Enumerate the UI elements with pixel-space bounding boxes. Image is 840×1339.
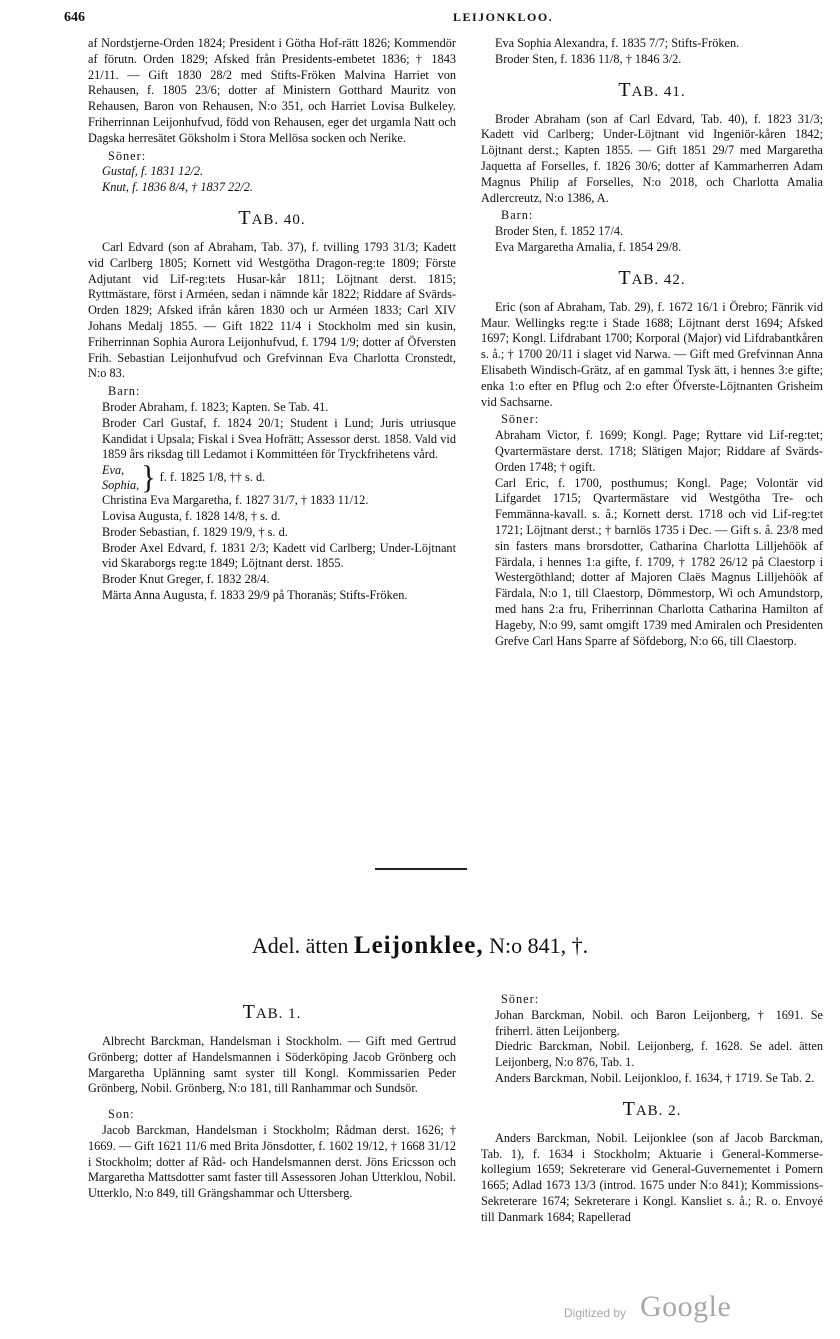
twin-name: Eva, [102,463,125,478]
running-head: LEIJONKLOO. [453,10,554,24]
child-entry: Anders Barckman, Nobil. Leijonkloo, f. 1634, † 1719. Se Tab. 2. [495,1070,815,1085]
continuation-text: af Nordstjerne-Orden 1824; President i Götha Hof-rätt 1826; Kommendör af förutn. Orden 1829; Afsked från Presidents-embetet 1836; † 1843 21/11. — Gift 1830 28/2 med Stifts-Fröken Malvina Harriet von Rehausen, f. 1805 23/6; dotter af Ministern Gotthard Mauritz von Rehausen, Baron von Rehausen, N:o 351, och Harriet Lovisa Bulkeley. Friherrinnan Leijonhufvud, född von Rehausen, eger det urgamla Natt och Dagska herresätet Göksholm i Stora Mellösa socken och Nerike. [88,36,456,145]
twins-entry [88,459,456,496]
child-entry: Eva Sophia Alexandra, f. 1835 7/7; Stifts-Fröken. [495,36,740,50]
children-label: Söner: [108,148,147,163]
left-column-top [88,36,456,844]
twins-text: f. f. 1825 1/8, †† s. d. [159,470,266,485]
child-entry: Gustaf, f. 1831 12/2. [102,164,204,179]
twin-name: Sophia, [102,478,140,493]
child-entry: Eva Margaretha Amalia, f. 1854 29/8. [495,239,682,254]
tab-42-entry: Eric (son af Abraham, Tab. 29), f. 1672 16/1 i Örebro; Fänrik vid Maur. Wellingks reg:te i Stade 1688; Löjtnant derst 1694; Afsked 1697; Kongl. Lifdrabant 1700; Korporal (Major) vid Lifdrabantkåren s. å.; † 1700 20/11 i slaget vid Narwa. — Gift med Grefvinnan Anna Elisabeth Windisch-Grätz, af en gammal Tysk ätt, i hennes 3:e gifte; enka 1:o efter en Pflug och 2:o efter Öfverste-Löjtnanten Grisheim vid Sachsarne. [481,299,823,409]
tab-41-title: TAB. 41. [618,78,686,101]
child-entry: Knut, f. 1836 8/4, † 1837 22/2. [102,180,253,195]
child-entry: Broder Axel Edvard, f. 1831 2/3; Kadett vid Carlberg; Under-Löjtnant vid Skaraborgs reg:te 1849; Löjtnant derst. 1855. [102,540,456,571]
tab-1-entry: Albrecht Barckman, Handelsman i Stockholm. — Gift med Gertrud Grönberg; dotter af Handelsmannen i Söderköping Jacob Grönberg och Margaretha Uplänning samt syster till Kongl. Kommissarien Peder Grönberg, Nobil. Grönberg, N:o 181, till Ranhammar och Sundsör. [88,1034,456,1096]
tab-42-title: TAB. 42. [618,266,686,289]
page-number: 646 [64,10,85,25]
page-header [58,8,818,30]
section-divider [375,868,467,870]
digitized-watermark: Digitized by Google [564,1290,732,1323]
child-entry: Broder Knut Greger, f. 1832 28/4. [102,572,270,587]
tab-2-entry: Anders Barckman, Nobil. Leijonklee (son af Jacob Barckman, Tab. 1), f. 1634 i Stockholm; Aktuarie i General-Kommerse-kollegium 1659; Sekreterare vid General-Guvernementet i Pomern 1665; Adlad 1673 13/3 (introd. 1675 under N:o 841); Kommissions-Sekreterare 1674; Sekreterare i Kongl. Kansliet s. å.; R. o. Envoyé till Danmark 1684; Rapellerad [481,1130,823,1224]
child-entry: Broder Carl Gustaf, f. 1824 20/1; Student i Lund; Juris utriusque Kandidat i Upsala; Fiskal i Svea Hofrätt; Assessor derst. 1858. Vald vid 1859 års riksdag till Ledamot i Kommittéen för Tryckfrihetens vård. [102,415,456,462]
child-entry: Broder Sebastian, f. 1829 19/9, † s. d. [102,524,288,539]
children-label: Son: [108,1107,135,1122]
children-label: Barn: [108,384,141,399]
tab-2-title: TAB. 2. [622,1097,682,1120]
child-entry: Abraham Victor, f. 1699; Kongl. Page; Ryttare vid Lif-reg:tet; Qvartermästare derst. 1718; Slätigen Major; Riddare af Svärds-Orden 1748; † ogift. [495,428,823,474]
children-label: Söner: [501,992,540,1006]
tab-40-title: TAB. 40. [238,206,306,229]
child-entry: Johan Barckman, Nobil. och Baron Leijonberg, † 1691. Se friherrl. ätten Leijonberg. [495,1007,823,1038]
child-entry: Märta Anna Augusta, f. 1833 29/9 på Thoranäs; Stifts-Fröken. [102,587,408,602]
child-entry: Broder Sten, f. 1836 11/8, † 1846 3/2. [495,51,682,66]
tab-41-entry: Broder Abraham (son af Carl Edvard, Tab. 40), f. 1823 31/3; Kadett vid Carlberg; Under-Löjtnant vid Ingeniör-kåren 1842; Löjtnant derst.; Kapten 1855. — Gift 1851 29/7 med Margaretha Jaquetta af Forselles, f. 1826 30/6; dotter af Kammarherren Adam Magnus Philip af Forselles, N:o 2018, och Charlotta Amalia Adlercreutz, N:o 1386, A. [481,111,823,205]
child-entry: Carl Eric, f. 1700, posthumus; Kongl. Page; Volontär vid Lifgardet 1715; Qvartermästare vid Westgötha Tre- och Femmänna-kavall. s. å.; Kornett derst. 1718 och vid Lif-reg:tet 1721; Löjtnant derst.; † barnlös 1735 i Dec. — Gift s. å. 23/8 med sin fasters mans brorsdotter, Catharina Charlotta Lilljehöök af Färdala, i hennes 1:a gifte, f. 1709, † 1782 26/12 på Claestorp i Westergöthland; dotter af Majoren Claës Magnus Lilljehöök af Färdala, N:o 1, till Claestorp, Dömmestorp, Wi och Amundstorp, med hans 2:a fru, Friherrinnan Charlotta Catharina Hamilton af Hageby, N:o 99, samt omgift 1739 med Amiralen och Presidenten Grefve Carl Hans Sparre af Söfdeborg, N:o 66, till Claestorp. [495,475,823,648]
right-column-top [481,36,823,844]
brace-symbol: } [141,459,156,496]
children-label: Barn: [501,208,534,223]
child-entry: Diedric Barckman, Nobil. Leijonberg, f. 1628. Se adel. ätten Leijonberg, N:o 876, Tab. 1. [495,1039,823,1070]
tab-40-entry: Carl Edvard (son af Abraham, Tab. 37), f. tvilling 1793 31/3; Kadett vid Carlberg 1805; Kornett vid Westgötha Dragon-reg:te 1809; Förste Adjutant vid Lif-reg:tets Husar-kår 1811; Löjtnant derst. 1815; Ryttmästare, först i Arméen, sedan i nämnde kår 1822; Riddare af Svärds-Orden 1829; Afsked ifrån kåren 1830 och ur Arméen 1833; Carl XIV Johans Medalj 1855. — Gift 1822 11/4 i Stockholm med sin kusin, Friherrinnan Sophia Aurora Leijonhufvud, f. 1794 1/9; dotter af Öfversten Frih. Sebastian Leijonhufvud och Grefvinnan Eva Charlotta Cronstedt, N:o 83. [88,239,456,381]
son-entry: Jacob Barckman, Handelsman i Stockholm; Rådman derst. 1626; † 1669. — Gift 1621 11/6 med Brita Jönsdotter, f. 1602 19/12, † 1668 31/12 i Stockholm; dotter af Råd- och Handelsmannen derst. Jöns Ericsson och Margaretha Mattsdotter samt faster till Assessoren Johan Utterklou, Nobil. Utterklo, N:o 849, till Grängshammar och Uttersberg. [88,1122,456,1201]
family-heading: Adel. ätten Leijonklee, N:o 841, †. [251,932,589,959]
tab-1-title: TAB. 1. [242,1001,302,1023]
child-entry: Christina Eva Margaretha, f. 1827 31/7, † 1833 11/12. [102,493,369,508]
child-entry: Broder Abraham, f. 1823; Kapten. Se Tab. 41. [102,399,329,414]
right-column-bottom [481,990,823,1290]
child-entry: Lovisa Augusta, f. 1828 14/8, † s. d. [102,508,281,523]
child-entry: Broder Sten, f. 1852 17/4. [495,224,624,239]
children-label: Söner: [501,412,540,427]
left-column-bottom [88,990,456,1290]
